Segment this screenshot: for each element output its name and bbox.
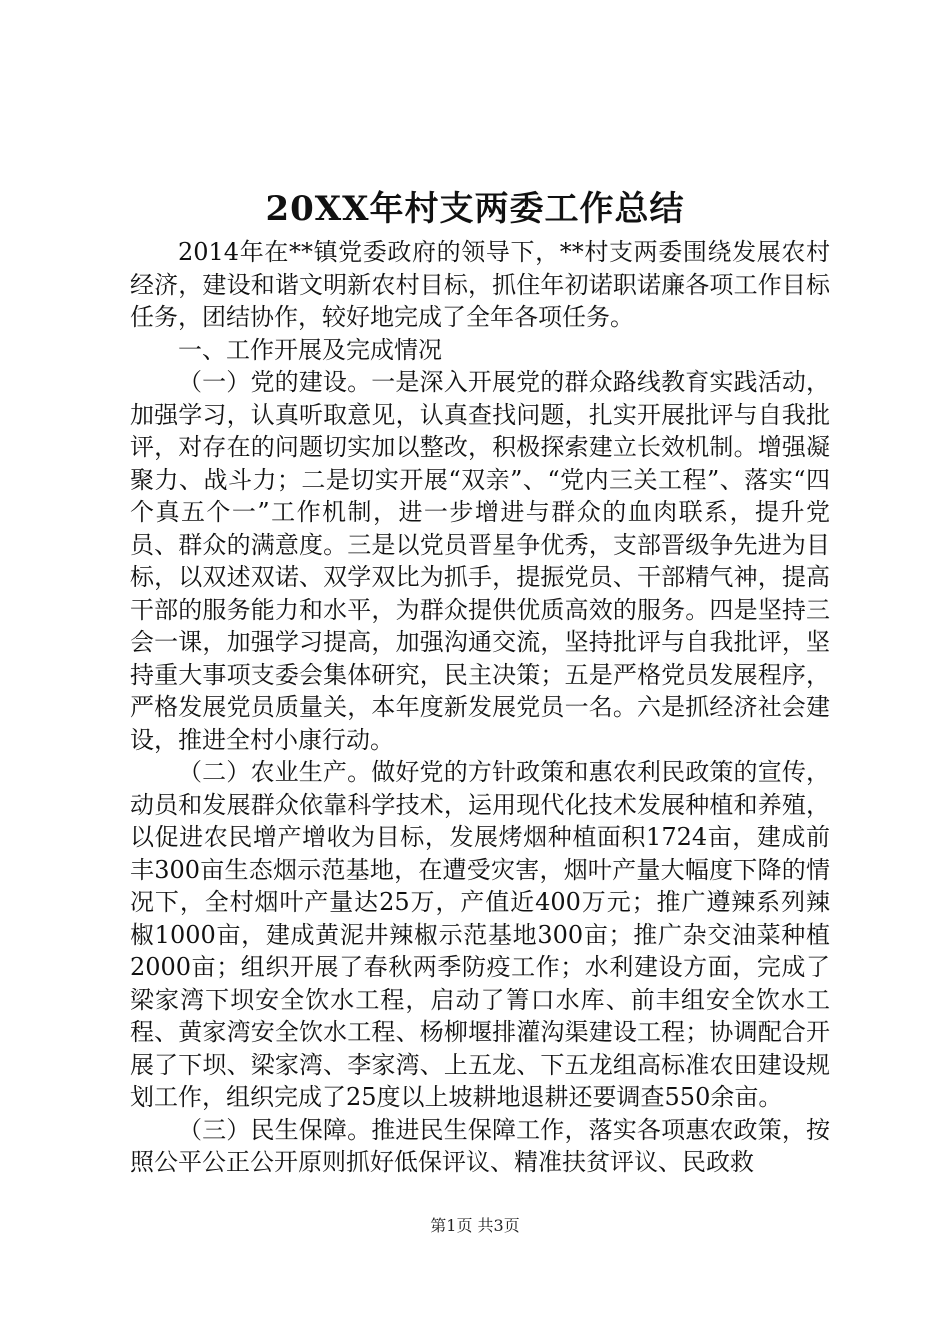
agriculture-paragraph: （二）农业生产。做好党的方针政策和惠农利民政策的宣传，动员和发展群众依靠科学技术，运用现代化技术发展种植和养殖，以促进农民增产增收为目标，发展烤烟种植面积1724亩，建成前丰300亩生态烟示范基地，在遭受灾害，烟叶产量大幅度下降的情况下，全村烟叶产量达25万，产值近400万元；推广遵辣系列辣椒1000亩，建成黄泥井辣椒示范基地300亩；推广杂交油菜种植2000亩；组织开展了春秋两季防疫工作；水利建设方面，完成了梁家湾下坝安全饮水工程，启动了箐口水库、前丰组安全饮水工程、黄家湾安全饮水工程、杨柳堰排灌沟渠建设工程；协调配合开展了下坝、梁家湾、李家湾、上五龙、下五龙组高标准农田建设规划工作，组织完成了25度以上坡耕地退耕还要调查550余亩。: [130, 758, 830, 1111]
livelihood-paragraph: （三）民生保障。推进民生保障工作，落实各项惠农政策，按照公平公正公开原则抓好低保评议、精准扶贫评议、民政救: [130, 1115, 830, 1176]
section-heading: 一、工作开展及完成情况: [178, 335, 442, 364]
document-body: [130, 236, 830, 1179]
party-building-paragraph: （一）党的建设。一是深入开展党的群众路线教育实践活动，加强学习，认真听取意见，认真查找问题，扎实开展批评与自我批评，对存在的问题切实加以整改，积极探索建立长效机制。增强凝聚力、战斗力；二是切实开展“双亲”、“党内三关工程”、落实“四个真五个一”工作机制，进一步增进与群众的血肉联系，提升党员、群众的满意度。三是以党员晋星争优秀，支部晋级争先进为目标，以双述双诺、双学双比为抓手，提振党员、干部精气神，提高干部的服务能力和水平，为群众提供优质高效的服务。四是坚持三会一课，加强学习提高，加强沟通交流，坚持批评与自我批评，坚持重大事项支委会集体研究，民主决策；五是严格党员发展程序，严格发展党员质量关，本年度新发展党员一名。六是抓经济社会建设，推进全村小康行动。: [130, 368, 830, 754]
document-title: 20XX年村支两委工作总结: [265, 189, 685, 229]
intro-paragraph: 2014年在**镇党委政府的领导下，**村支两委围绕发展农村经济，建设和谐文明新农村目标，抓住年初诺职诺廉各项工作目标任务，团结协作，较好地完成了全年各项任务。: [130, 238, 830, 331]
page-footer: 第1页 共3页: [430, 1216, 520, 1235]
